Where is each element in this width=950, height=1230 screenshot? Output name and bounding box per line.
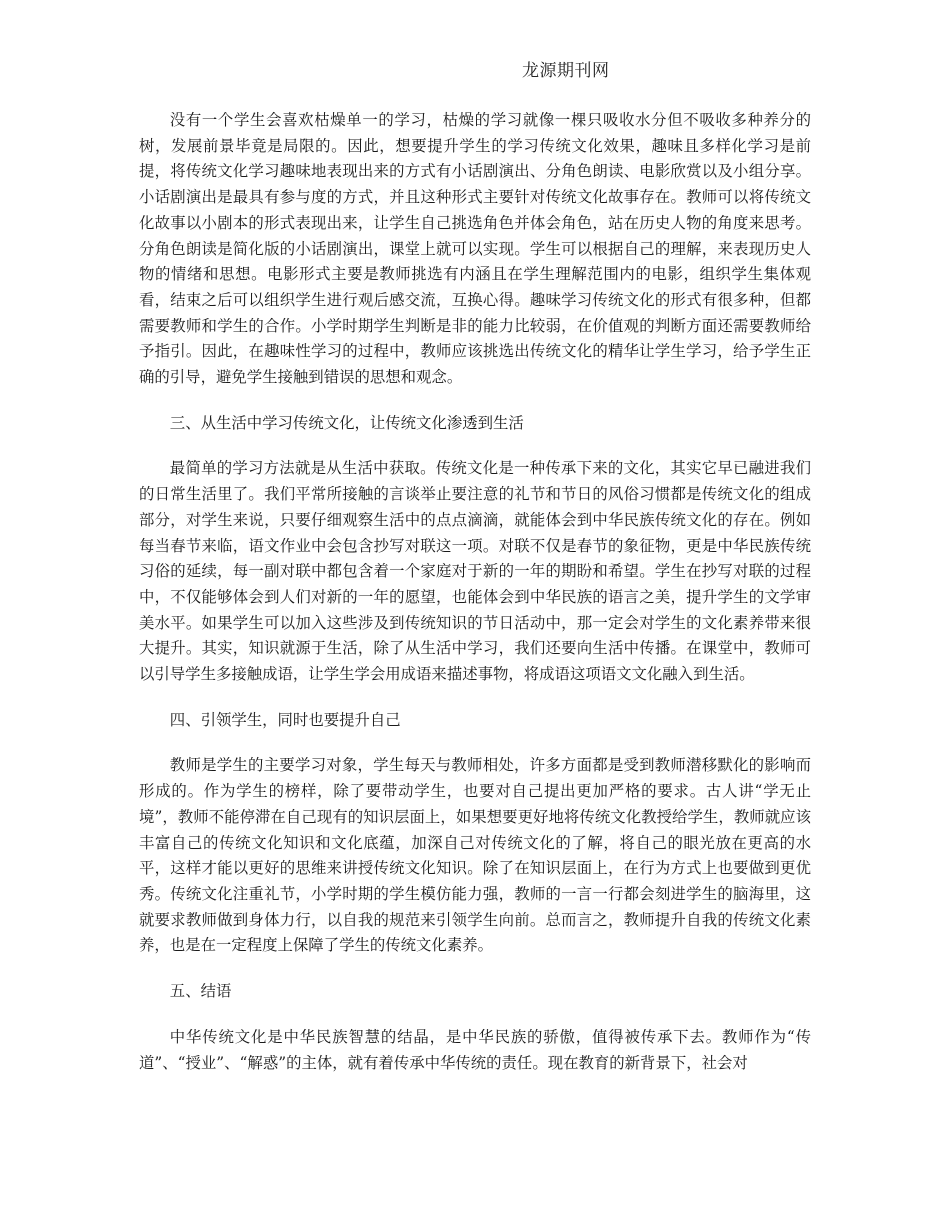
article-body — [139, 108, 811, 1096]
site-header-title: 龙源期刊网 — [522, 61, 610, 81]
body-paragraph-teacher-role: 教师是学生的主要学习对象，学生每天与教师相处，许多方面都是受到教师潜移默化的影响而形成的。作为学生的榜样，除了要带动学生，也要对自己提出更加严格的要求。古人讲“学无止境”，教师不能停滞在自己现有的知识层面上，如果想要更好地将传统文化教授给学生，教师就应该丰富自己的传统文化知识和文化底蕴，加深自己对传统文化的了解，将自己的眼光放在更高的水平，这样才能以更好的思维来讲授传统文化知识。除了在知识层面上，在行为方式上也要做到更优秀。传统文化注重礼节，小学时期的学生模仿能力强，教师的一言一行都会刻进学生的脑海里，这就要求教师做到身体力行，以自我的规范来引领学生向前。总而言之，教师提升自我的传统文化素养，也是在一定程度上保障了学生的传统文化素养。 — [139, 756, 811, 955]
section-heading-three: 三、从生活中学习传统文化，让传统文化渗透到生活 — [169, 413, 524, 432]
body-paragraph-interest-learning: 没有一个学生会喜欢枯燥单一的学习，枯燥的学习就像一棵只吸收水分但不吸收多种养分的树，发展前景毕竟是局限的。因此，想要提升学生的学习传统文化效果，趣味且多样化学习是前提，将传统文化学习趣味地表现出来的方式有小话剧演出、分角色朗读、电影欣赏以及小组分享。小话剧演出是最具有参与度的方式，并且这种形式主要针对传统文化故事存在。教师可以将传统文化故事以小剧本的形式表现出来，让学生自己挑选角色并体会角色，站在历史人物的角度来思考。分角色朗读是简化版的小话剧演出，课堂上就可以实现。学生可以根据自己的理解，来表现历史人物的情绪和思想。电影形式主要是教师挑选有内涵且在学生理解范围内的电影，组织学生集体观看，结束之后可以组织学生进行观后感交流，互换心得。趣味学习传统文化的形式有很多种，但都需要教师和学生的合作。小学时期学生判断是非的能力比较弱，在价值观的判断方面还需要教师给予指引。因此，在趣味性学习的过程中，教师应该挑选出传统文化的精华让学生学习，给予学生正确的引导，避免学生接触到错误的思想和观念。 — [139, 111, 811, 387]
section-heading-four: 四、引领学生，同时也要提升自己 — [169, 710, 401, 729]
body-paragraph-conclusion: 中华传统文化是中华民族智慧的结晶，是中华民族的骄傲，值得被传承下去。教师作为“传道”、“授业”、“解惑”的主体，就有着传承中华传统的责任。现在教育的新背景下，社会对 — [139, 1027, 811, 1072]
body-paragraph-life-learning: 最简单的学习方法就是从生活中获取。传统文化是一种传承下来的文化，其实它早已融进我们的日常生活里了。我们平常所接触的言谈举止要注意的礼节和节日的风俗习惯都是传统文化的组成部分，对学生来说，只要仔细观察生活中的点点滴滴，就能体会到中华民族传统文化的存在。例如每当春节来临，语文作业中会包含抄写对联这一项。对联不仅是春节的象征物，更是中华民族传统习俗的延续，每一副对联中都包含着一个家庭对于新的一年的期盼和希望。学生在抄写对联的过程中，不仅能够体会到人们对新的一年的愿望，也能体会到中华民族的语言之美，提升学生的文学审美水平。如果学生可以加入这些涉及到传统知识的节日活动中，那一定会对学生的文化素养带来很大提升。其实，知识就源于生活，除了从生活中学习，我们还要向生活中传播。在课堂中，教师可以引导学生多接触成语，让学生学会用成语来描述事物，将成语这项语文文化融入到生活。 — [139, 459, 811, 684]
section-heading-five: 五、结语 — [169, 982, 232, 1001]
